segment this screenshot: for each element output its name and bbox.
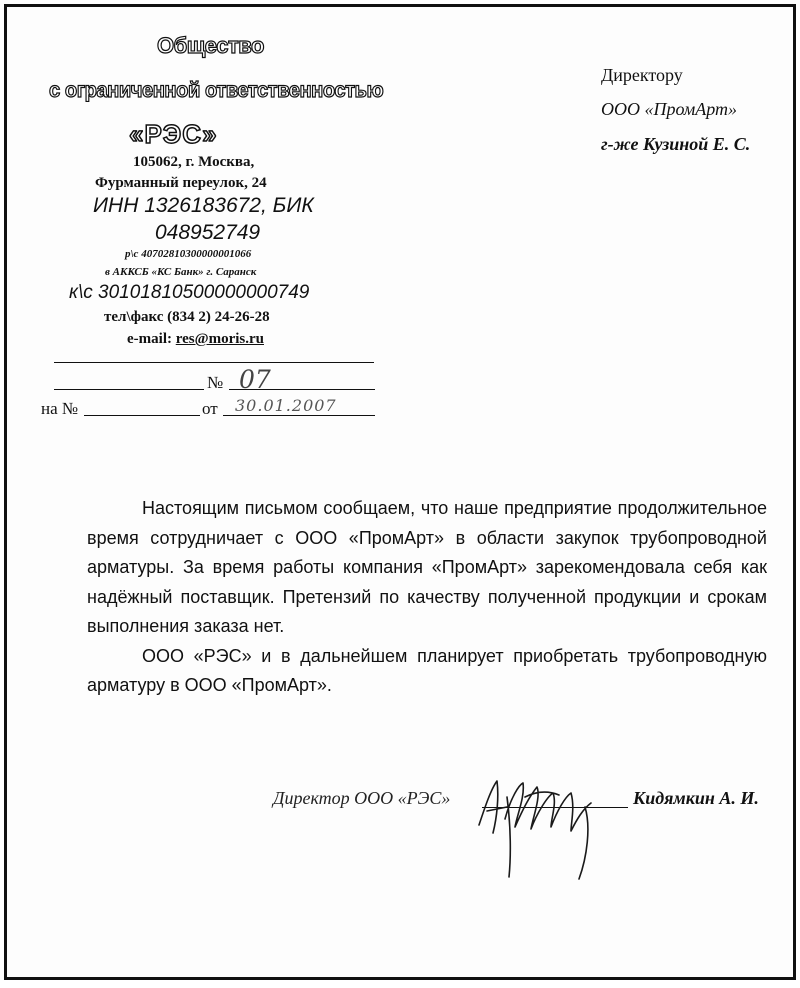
tel-fax: тел\факс (834 2) 24-26-28 [104,309,270,325]
address-street: Фурманный переулок, 24 [95,175,267,191]
email-line [127,331,264,348]
signer-title: Директор ООО «РЭС» [273,788,451,808]
inn-line: ИНН 1326183672, БИК [93,194,314,217]
recipient-position: Директору [601,65,683,85]
letter-date: 30.01.2007 [235,396,337,415]
account-rs: р\с 40702810300000001066 [125,248,252,260]
bik-value: 048952749 [155,221,261,244]
account-ks: к\с 30101810500000000749 [69,282,310,303]
org-type-line1: Общество [157,33,264,58]
bank-name: в АККСБ «КС Банк» г. Саранск [105,266,257,278]
recipient-name: г-же Кузиной Е. С. [601,134,751,154]
org-name: «РЭС» [129,119,218,149]
outgoing-number: 07 [239,365,271,394]
letter-body [87,494,767,701]
divider-line [54,362,374,363]
address-city: 105062, г. Москва, [133,154,255,170]
na-number-line [84,415,200,416]
number-sign: № [207,373,224,392]
number-line-left [54,389,204,390]
date-line [223,415,375,416]
letter-page [4,4,796,980]
email-label: e-mail: [127,331,172,347]
date-label: от [202,399,218,418]
signer-name: Кидямкин А. И. [633,788,759,808]
org-type-line2: с ограниченной ответственностью [49,79,384,102]
reference-number-label: на № [41,399,79,418]
body-paragraph-2: ООО «РЭС» и в дальнейшем планирует приобретать трубопроводную арматуру в ООО «ПромАрт». [87,645,767,695]
handwritten-signature [467,767,607,887]
recipient-company: ООО «ПромАрт» [601,99,738,119]
body-paragraph-1: Настоящим письмом сообщаем, что наше предприятие продолжительное время сотрудничает с ООО «ПромАрт» в области закупок трубопроводной арматуры. За время работы компания «ПромАрт» зарекомендовала себя как надёжный поставщик. Претензий по качеству полученной продукции и срокам выполнения заказа нет. [87,498,767,636]
email-link[interactable]: res@moris.ru [175,331,264,347]
